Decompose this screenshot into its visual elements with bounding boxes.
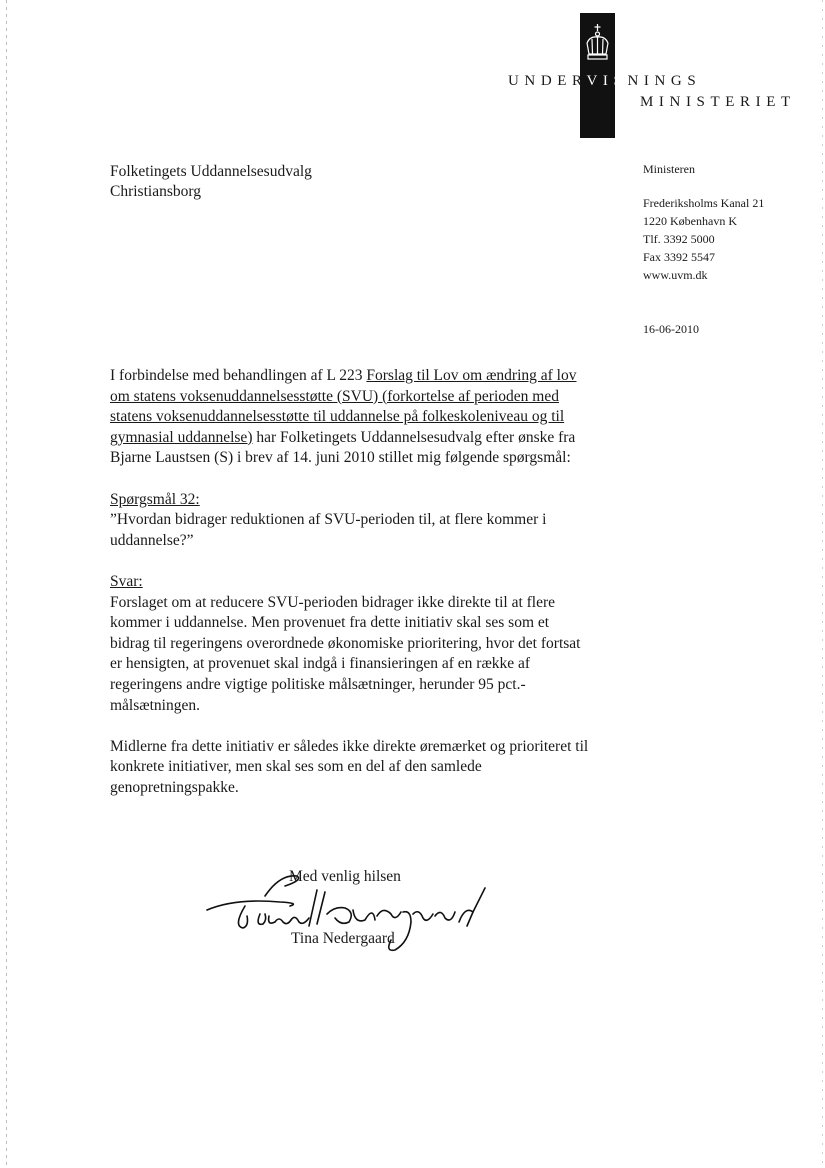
intro-post-text: har Folketingets Uddannelsesudvalg efter ønske fra Bjarne Laustsen (S) i brev af 14. juni 2010 stillet mig følgende spørgsmål: xyxy=(110,428,576,467)
logo-text-highlight: VIS xyxy=(586,73,628,89)
answer-heading: Svar: xyxy=(110,572,143,590)
recipient-location: Christiansborg xyxy=(110,183,201,200)
signatory-name: Tina Nedergaard xyxy=(291,930,395,947)
sender-address-street: Frederiksholms Kanal 21 xyxy=(643,196,765,210)
closing-greeting: Med venlig hilsen xyxy=(289,868,401,885)
bill-title-link: Forslag til Lov om ændring af lov om statens voksenuddannelsesstøtte (SVU) (forkortelse af perioden med statens voksenuddannelsesstøtte til uddannelse på folkeskoleniveau og til gymnasial uddannelse) xyxy=(110,367,577,446)
sender-sidebar xyxy=(643,160,765,336)
letter-body xyxy=(110,366,590,798)
question-text: ”Hvordan bidrager reduktionen af SVU-perioden til, at flere kommer i uddannelse?” xyxy=(110,511,547,549)
sender-phone: Tlf. 3392 5000 xyxy=(643,232,715,246)
logo-text-line2: MINISTERIET xyxy=(640,94,796,110)
intro-pre-text: I forbindelse med behandlingen af L 223 xyxy=(110,367,367,384)
handwritten-signature xyxy=(205,866,495,966)
sender-website: www.uvm.dk xyxy=(643,268,708,282)
recipient-name: Folketingets Uddannelsesudvalg xyxy=(110,163,312,180)
logo-text-line1 xyxy=(508,73,701,90)
sender-title: Ministeren xyxy=(643,162,695,176)
scan-edge-right xyxy=(822,0,823,1168)
closing-paragraph: Midlerne fra dette initiativ er således ikke direkte øremærket og prioriteret til konkrete initiativer, men skal ses som en del af den samlede genopretningspakke. xyxy=(110,737,589,796)
sender-fax: Fax 3392 5547 xyxy=(643,250,715,264)
question-heading: Spørgsmål 32: xyxy=(110,490,200,508)
crown-icon xyxy=(580,21,615,65)
letter-date: 16-06-2010 xyxy=(643,322,699,336)
recipient-address xyxy=(110,162,312,202)
sender-address-city: 1220 København K xyxy=(643,214,737,228)
scan-edge-left xyxy=(6,0,7,1168)
logo-text-post: NINGS xyxy=(627,73,702,89)
logo-text-pre: UNDER xyxy=(508,73,587,89)
answer-text: Forslaget om at reducere SVU-perioden bidrager ikke direkte til at flere kommer i uddannelse. Men provenuet fra dette initiativ skal ses som et bidrag til regeringens overordnede økonomiske prioritering, hvor det fortsat er hensigten, at provenuet skal indgå i finansieringen af en række af regeringens andre vigtige politiske målsætninger, herunder 95 pct.-målsætningen. xyxy=(110,593,581,714)
intro-paragraph xyxy=(110,366,590,469)
